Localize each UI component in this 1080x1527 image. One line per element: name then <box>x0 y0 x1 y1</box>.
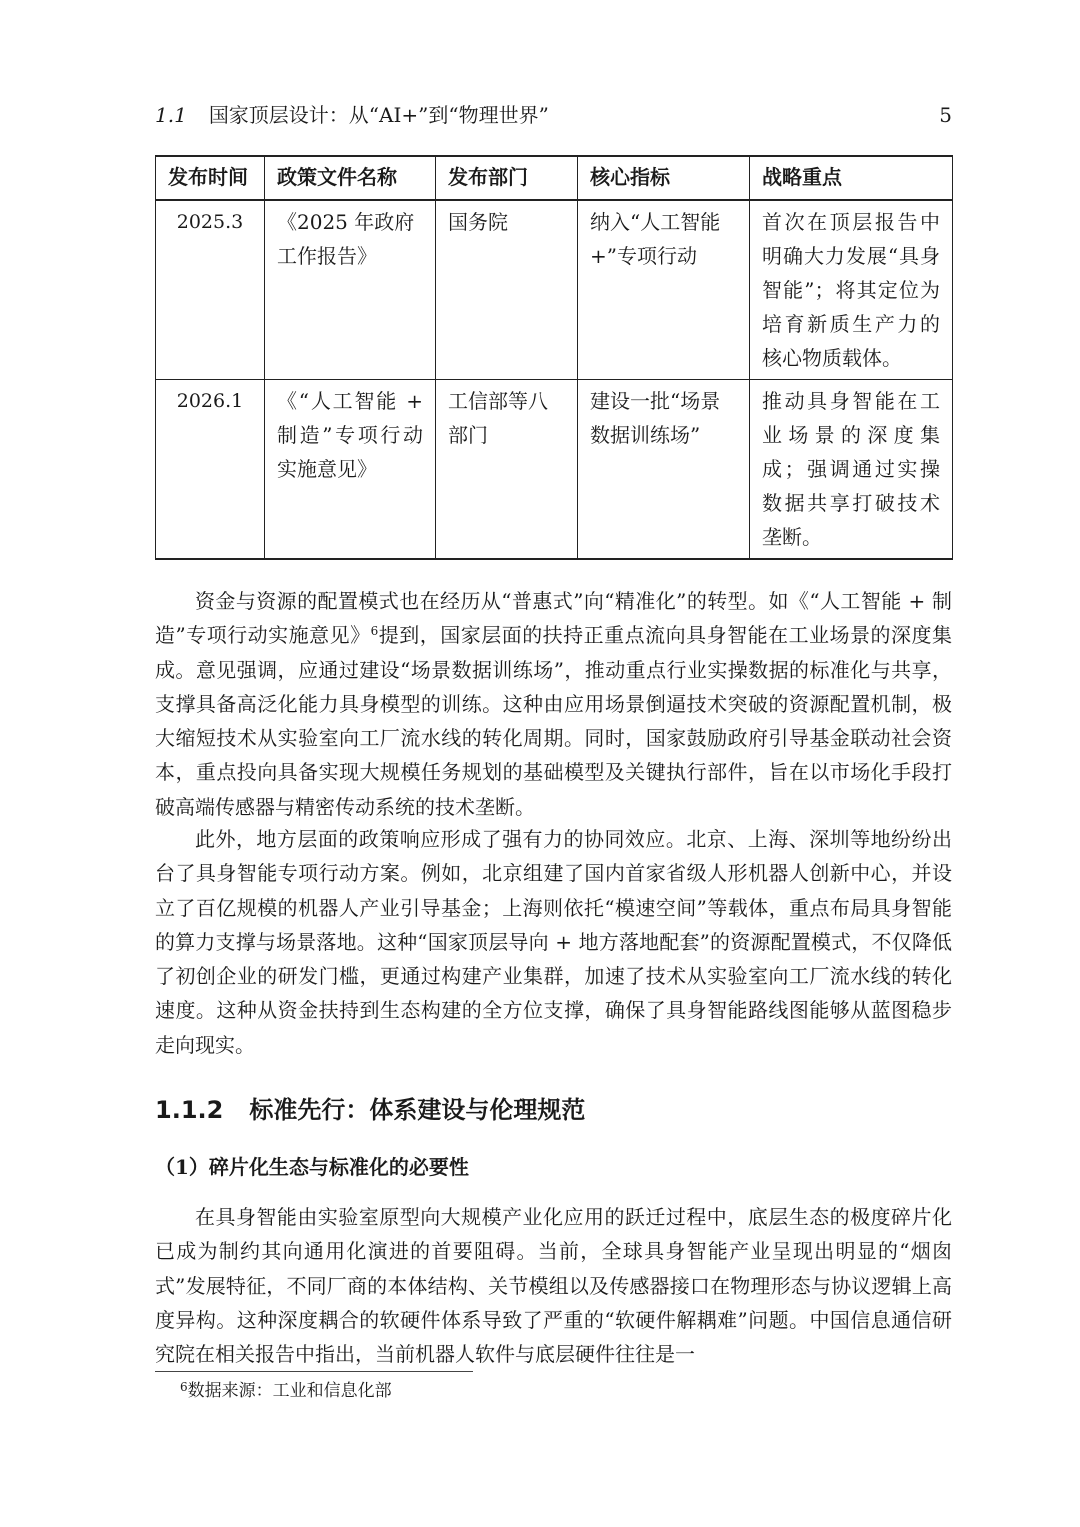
table-header-row <box>156 156 953 200</box>
footnote <box>180 1378 392 1404</box>
paragraph-funding <box>155 584 952 824</box>
cell-focus: 首次在顶层报告中明确大力发展“具身智能”；将其定位为培育新质生产力的核心物质载体。 <box>750 200 953 380</box>
section-heading <box>155 1093 585 1127</box>
paragraph-funding-part2: 提到，国家层面的扶持正重点流向具身智能在工业场景的深度集成。意见强调，应通过建设“场景数据训练场”，推动重点行业实操数据的标准化与共享，支撑具备高泛化能力具身模型的训练。这种由应用场景倒逼技术突破的资源配置机制，极大缩短技术从实验室向工厂流水线的转化周期。同时，国家鼓励政府引导基金联动社会资本，重点投向具备实现大规模任务规划的基础模型及关键执行部件，旨在以市场化手段打破高端传感器与精密传动系统的技术垄断。 <box>155 623 952 819</box>
table-row <box>156 380 953 560</box>
table-row <box>156 200 953 380</box>
footnote-divider <box>155 1371 473 1372</box>
paragraph-local-policy: 此外，地方层面的政策响应形成了强有力的协同效应。北京、上海、深圳等地纷纷出台了具身智能专项行动方案。例如，北京组建了国内首家省级人形机器人创新中心，并设立了百亿规模的机器人产业引导基金；上海则依托“模速空间”等载体，重点布局具身智能的算力支撑与场景落地。这种“国家顶层导向 + 地方落地配套”的资源配置模式，不仅降低了初创企业的研发门槛，更通过构建产业集群，加速了技术从实验室向工厂流水线的转化速度。这种从资金扶持到生态构建的全方位支撑，确保了具身智能路线图能够从蓝图稳步走向现实。 <box>155 827 952 1057</box>
policy-table <box>155 155 953 560</box>
cell-document: 《2025 年政府工作报告》 <box>265 200 436 380</box>
cell-date: 2025.3 <box>156 200 265 380</box>
cell-indicator: 建设一批“场景数据训练场” <box>578 380 750 560</box>
subsection-heading: （1）碎片化生态与标准化的必要性 <box>155 1155 469 1179</box>
header-section-title: 国家顶层设计：从“AI+”到“物理世界” <box>208 103 549 127</box>
paragraph-fragmentation: 在具身智能由实验室原型向大规模产业化应用的跃迁过程中，底层生态的极度碎片化已成为制约其向通用化演进的首要阻碍。当前，全球具身智能产业呈现出明显的“烟囱式”发展特征，不同厂商的本体结构、关节模组以及传感器接口在物理形态与协议逻辑上高度异构。这种深度耦合的软硬件体系导致了严重的“软硬件解耦难”问题。中国信息通信研究院在相关报告中指出，当前机器人软件与底层硬件往往是一 <box>155 1205 952 1367</box>
footnote-mark: 6 <box>180 1380 188 1394</box>
section-number: 1.1.2 <box>155 1096 224 1124</box>
footnote-reference[interactable]: 6 <box>370 624 379 639</box>
cell-indicator: 纳入“人工智能+”专项行动 <box>578 200 750 380</box>
paragraph-funding-part1: 资金与资源的配置模式也在经历从“普惠式”向“精准化”的转型。如《“人工智能 + 制造”专项行动实施意见》 <box>155 589 952 648</box>
column-header-focus: 战略重点 <box>750 156 953 200</box>
running-header <box>155 100 952 130</box>
cell-focus: 推动具身智能在工业场景的深度集成；强调通过实操数据共享打破技术垄断。 <box>750 380 953 560</box>
footnote-text: 数据来源：工业和信息化部 <box>187 1381 392 1401</box>
cell-date: 2026.1 <box>156 380 265 560</box>
page-number: 5 <box>939 103 952 127</box>
column-header-department: 发布部门 <box>436 156 578 200</box>
cell-document: 《“人工智能 + 制造”专项行动实施意见》 <box>265 380 436 560</box>
column-header-date: 发布时间 <box>156 156 265 200</box>
section-title: 标准先行：体系建设与伦理规范 <box>249 1096 586 1124</box>
cell-department: 国务院 <box>436 200 578 380</box>
column-header-indicator: 核心指标 <box>578 156 750 200</box>
column-header-document: 政策文件名称 <box>265 156 436 200</box>
cell-department: 工信部等八部门 <box>436 380 578 560</box>
header-section-number: 1.1 <box>155 103 187 127</box>
